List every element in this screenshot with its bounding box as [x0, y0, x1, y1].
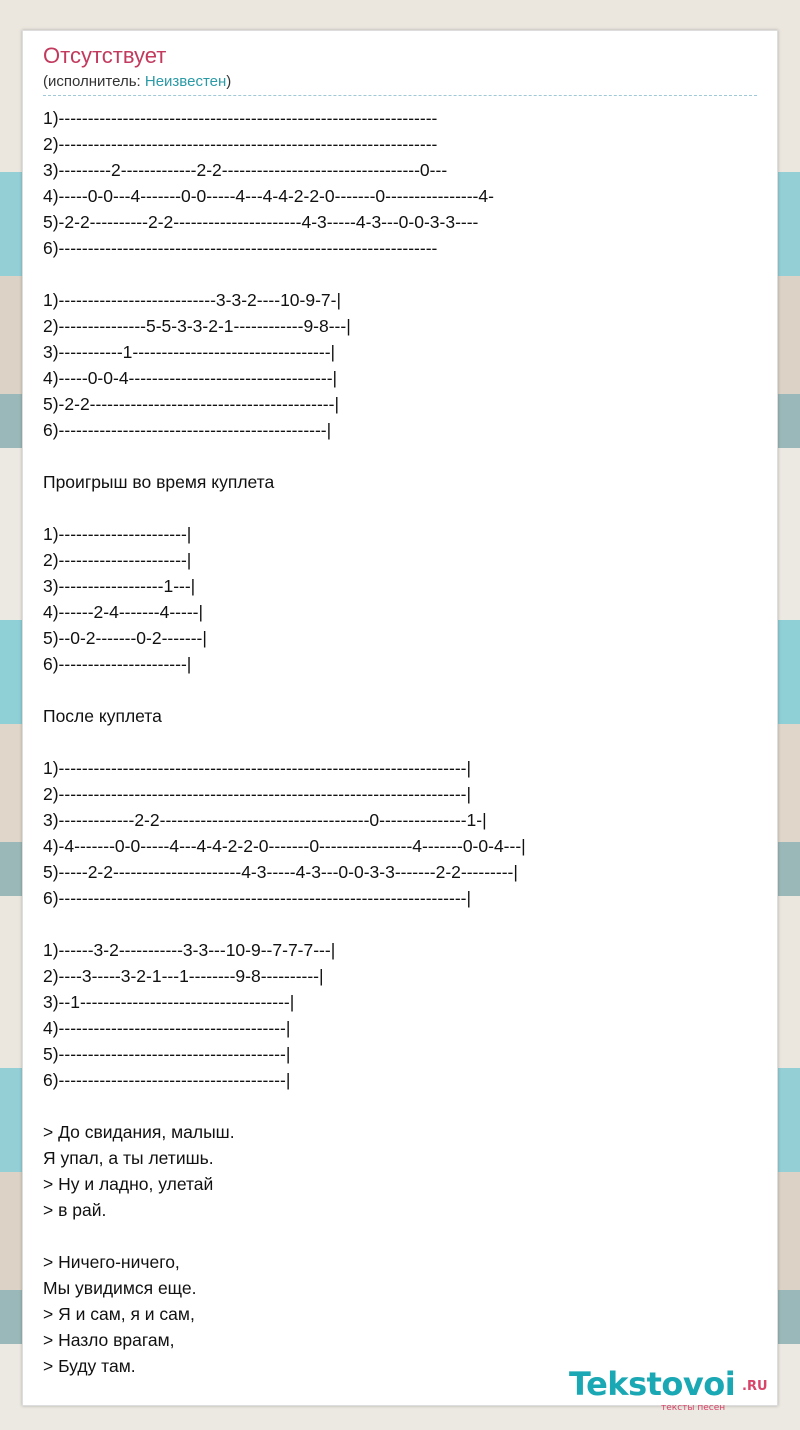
lyric-line: 4)-----0-0---4-------0-0-----4---4-4-2-2-0-------0----------------4-: [43, 186, 494, 206]
lyric-line: 4)------2-4-------4-----|: [43, 602, 204, 622]
lyric-line: 5)-2-2------------------------------------------|: [43, 394, 339, 414]
lyric-line: 2)----------------------------------------------------------------------|: [43, 784, 472, 804]
lyric-line: > Ничего-ничего,: [43, 1252, 180, 1272]
lyric-line: > Ну и ладно, улетай: [43, 1174, 214, 1194]
lyric-line: [43, 1093, 763, 1119]
lyric-line: 3)--1------------------------------------|: [43, 992, 295, 1012]
lyric-line: [43, 1223, 763, 1249]
lyrics-text: [43, 105, 763, 1379]
lyric-line: 1)------3-2-----------3-3---10-9--7-7-7---|: [43, 940, 336, 960]
lyric-line: 1)----------------------|: [43, 524, 192, 544]
lyric-line: 5)---------------------------------------|: [43, 1044, 291, 1064]
lyric-line: [43, 911, 763, 937]
artist-prefix: (исполнитель:: [43, 73, 145, 90]
lyric-line: 4)-4-------0-0-----4---4-4-2-2-0-------0----------------4-------0-0-4---|: [43, 836, 526, 856]
lyric-line: 3)-------------2-2------------------------------------0---------------1-|: [43, 810, 487, 830]
lyric-line: > Я и сам, я и сам,: [43, 1304, 195, 1324]
lyric-line: 6)----------------------------------------------------------------------|: [43, 888, 472, 908]
artist-line: [43, 73, 757, 96]
lyric-line: 6)----------------------|: [43, 654, 192, 674]
lyric-line: 2)-----------------------------------------------------------------: [43, 134, 438, 154]
lyric-line: 3)------------------1---|: [43, 576, 196, 596]
lyric-line: 1)----------------------------------------------------------------------|: [43, 758, 472, 778]
lyric-line: 5)-----2-2----------------------4-3-----4-3---0-0-3-3-------2-2---------|: [43, 862, 518, 882]
lyric-line: > Назло врагам,: [43, 1330, 175, 1350]
lyric-line: [43, 729, 763, 755]
lyric-line: [43, 443, 763, 469]
lyric-line: Я упал, а ты летишь.: [43, 1148, 214, 1168]
lyric-line: > Буду там.: [43, 1356, 136, 1376]
lyric-line: 5)-2-2----------2-2----------------------4-3-----4-3---0-0-3-3----: [43, 212, 479, 232]
site-logo[interactable]: [569, 1365, 779, 1415]
logo-wordmark: Tekstovoi: [569, 1365, 736, 1403]
lyric-line: 3)-----------1----------------------------------|: [43, 342, 336, 362]
lyric-line: 2)----3-----3-2-1---1--------9-8----------|: [43, 966, 324, 986]
lyric-line: 4)-----0-0-4-----------------------------------|: [43, 368, 338, 388]
lyric-line: 6)-----------------------------------------------------------------: [43, 238, 438, 258]
lyric-line: 6)---------------------------------------|: [43, 1070, 291, 1090]
lyric-line: > в рай.: [43, 1200, 107, 1220]
lyric-line: [43, 261, 763, 287]
lyric-line: 3)---------2-------------2-2----------------------------------0---: [43, 160, 448, 180]
lyric-line: Мы увидимся еще.: [43, 1278, 197, 1298]
song-title: Отсутствует: [43, 43, 167, 68]
lyric-line: 1)---------------------------3-3-2----10-9-7-|: [43, 290, 342, 310]
lyrics-card: [22, 30, 778, 1413]
lyric-line: 6)----------------------------------------------|: [43, 420, 332, 440]
lyric-line: [43, 495, 763, 521]
lyric-line: 2)---------------5-5-3-3-2-1------------9-8---|: [43, 316, 351, 336]
logo-tld: .RU: [742, 1379, 768, 1394]
lyric-line: 1)-----------------------------------------------------------------: [43, 108, 438, 128]
logo-tagline: тексты песен: [661, 1403, 726, 1413]
lyric-line: 5)--0-2-------0-2-------|: [43, 628, 207, 648]
artist-suffix: ): [226, 73, 232, 90]
artist-link[interactable]: Неизвестен: [144, 73, 227, 90]
lyric-line: [43, 677, 763, 703]
lyric-line: После куплета: [43, 706, 162, 726]
lyric-line: 2)----------------------|: [43, 550, 192, 570]
lyric-line: 4)---------------------------------------|: [43, 1018, 291, 1038]
lyric-line: Проигрыш во время куплета: [43, 472, 275, 492]
lyric-line: > До свидания, малыш.: [43, 1122, 235, 1142]
